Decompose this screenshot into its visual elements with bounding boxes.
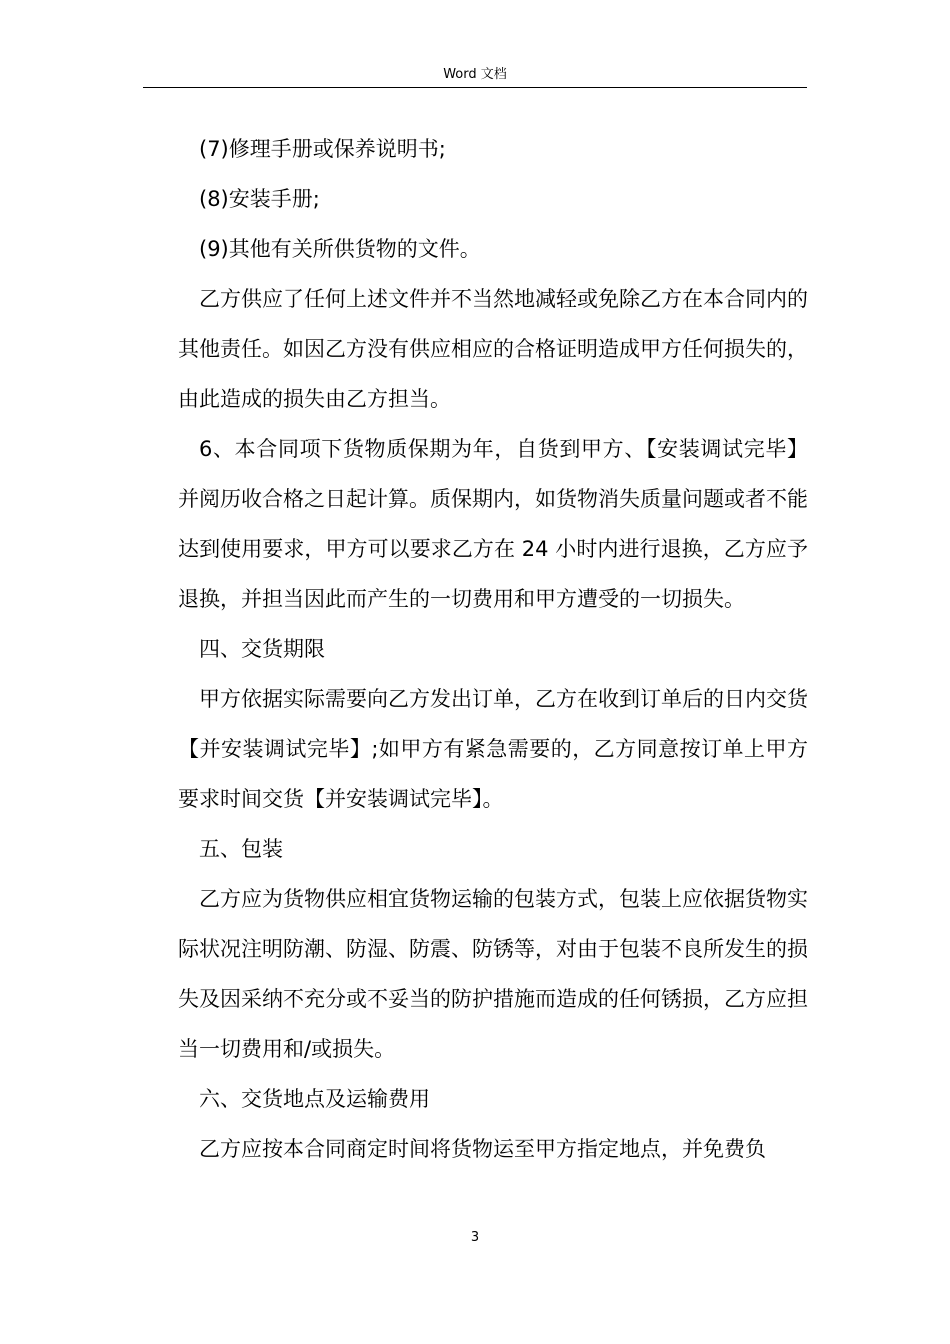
section-heading-delivery-location: 六、交货地点及运输费用 — [199, 1087, 430, 1111]
page-number: 3 — [470, 1230, 480, 1245]
list-item-9: (9)其他有关所供货物的文件。 — [199, 237, 481, 261]
paragraph-warranty-period: 6、本合同项下货物质保期为年，自货到甲方、【安装调试完毕】并阅历收合格之日起计算。质保期内，如货物消失质量问题或者不能达到使用要求，甲方可以要求乙方在 24 小时内进行退换，乙方应予退换，并担当因此而产生的一切费用和甲方遭受的一切损失。 — [178, 437, 808, 611]
document-body — [178, 124, 808, 1174]
section-heading-packaging: 五、包装 — [199, 837, 283, 861]
paragraph-delivery-period: 甲方依据实际需要向乙方发出订单，乙方在收到订单后的日内交货【并安装调试完毕】;如甲方有紧急需要的，乙方同意按订单上甲方要求时间交货【并安装调试完毕】。 — [178, 687, 808, 811]
section-heading-delivery-period: 四、交货期限 — [199, 637, 325, 661]
list-item-8: (8)安装手册; — [199, 187, 320, 211]
header-divider — [143, 87, 807, 88]
paragraph-delivery-location: 乙方应按本合同商定时间将货物运至甲方指定地点，并免费负 — [199, 1137, 766, 1161]
page-header-title: Word 文档 — [443, 67, 507, 82]
paragraph-packaging: 乙方应为货物供应相宜货物运输的包装方式，包装上应依据货物实际状况注明防潮、防湿、防震、防锈等，对由于包装不良所发生的损失及因采纳不充分或不妥当的防护措施而造成的任何锈损，乙方应担当一切费用和/或损失。 — [178, 887, 808, 1061]
paragraph-documents-responsibility: 乙方供应了任何上述文件并不当然地减轻或免除乙方在本合同内的其他责任。如因乙方没有供应相应的合格证明造成甲方任何损失的，由此造成的损失由乙方担当。 — [178, 287, 808, 411]
list-item-7: (7)修理手册或保养说明书; — [199, 137, 446, 161]
